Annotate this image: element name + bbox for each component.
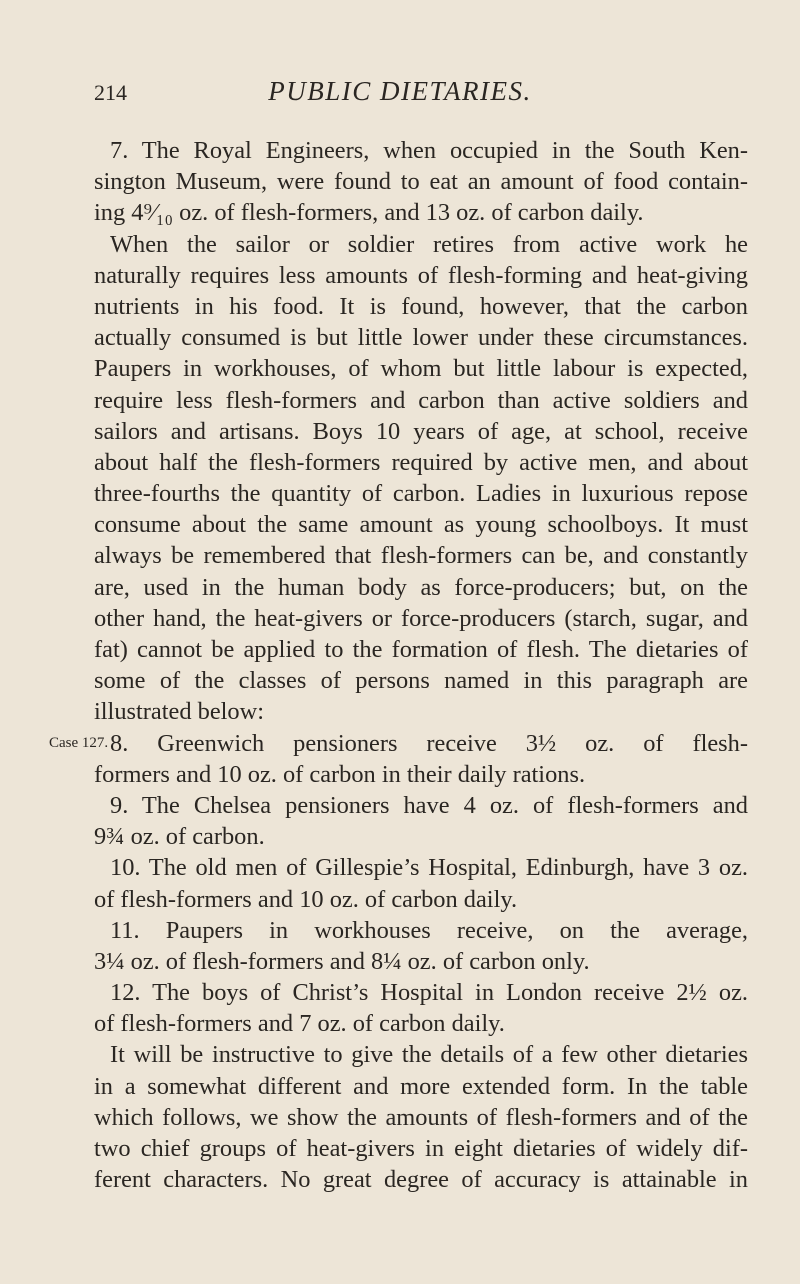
text-line: in a somewhat different and more extended form. In the table — [94, 1072, 748, 1100]
text-line: 9. The Chelsea pensioners have 4 oz. of flesh-formers and — [110, 791, 748, 819]
body-text — [49, 135, 748, 1195]
text-line: of flesh-formers and 7 oz. of carbon daily. — [94, 1010, 505, 1038]
text-line: nutrients in his food. It is found, however, that the carbon — [94, 292, 748, 320]
page-number: 214 — [94, 80, 127, 105]
text-line: 10. The old men of Gillespie’s Hospital, Edinburgh, have 3 oz. — [110, 854, 748, 882]
text-line: 3¼ oz. of flesh-formers and 8¼ oz. of carbon only. — [94, 947, 590, 975]
text-line: which follows, we show the amounts of flesh-formers and of the — [94, 1103, 748, 1131]
text-line: fat) cannot be applied to the formation of flesh. The dietaries of — [94, 636, 748, 663]
text-line: are, used in the human body as force-producers; but, on the — [94, 573, 748, 601]
margin-note: Case 127. — [49, 734, 109, 751]
text-line: 11. Paupers in workhouses receive, on the average, — [110, 916, 748, 944]
text-line: naturally requires less amounts of flesh-forming and heat-giving — [94, 261, 748, 289]
text-line: actually consumed is but little lower under these circumstances. — [94, 324, 748, 352]
text-line: 7. The Royal Engineers, when occupied in the South Ken- — [110, 137, 748, 164]
text-line: formers and 10 oz. of carbon in their daily rations. — [94, 760, 586, 788]
text-line: ing 4⁹⁄₁₀ oz. of flesh-formers, and 13 oz. of carbon daily. — [94, 199, 644, 227]
text-line: always be remembered that flesh-formers can be, and constantly — [94, 542, 748, 570]
text-line: It will be instructive to give the details of a few other dietaries — [110, 1041, 748, 1069]
text-line: two chief groups of heat-givers in eight dietaries of widely dif- — [94, 1135, 748, 1162]
text-line: other hand, the heat-givers or force-producers (starch, sugar, and — [94, 604, 748, 632]
text-line: three-fourths the quantity of carbon. Ladies in luxurious repose — [94, 480, 748, 508]
text-line: about half the flesh-formers required by active men, and about — [94, 448, 748, 476]
text-line: 12. The boys of Christ’s Hospital in London receive 2½ oz. — [110, 979, 748, 1007]
text-line: ferent characters. No great degree of accuracy is attainable in — [94, 1166, 748, 1194]
text-line: 8. Greenwich pensioners receive 3½ oz. of flesh- — [110, 729, 748, 757]
text-line: Paupers in workhouses, of whom but little labour is expected, — [94, 355, 748, 383]
text-line: sailors and artisans. Boys 10 years of age, at school, receive — [94, 417, 748, 445]
text-line: When the sailor or soldier retires from active work he — [110, 230, 748, 258]
text-line: of flesh-formers and 10 oz. of carbon daily. — [94, 885, 518, 913]
text-line: some of the classes of persons named in this paragraph are — [94, 667, 748, 695]
text-line: 9¾ oz. of carbon. — [94, 823, 265, 851]
text-line: sington Museum, were found to eat an amount of food contain- — [94, 168, 748, 196]
text-line: require less flesh-formers and carbon than active soldiers and — [94, 386, 748, 414]
text-line: consume about the same amount as young schoolboys. It must — [94, 511, 748, 539]
text-line: illustrated below: — [94, 698, 265, 726]
running-title: PUBLIC DIETARIES. — [268, 76, 532, 106]
